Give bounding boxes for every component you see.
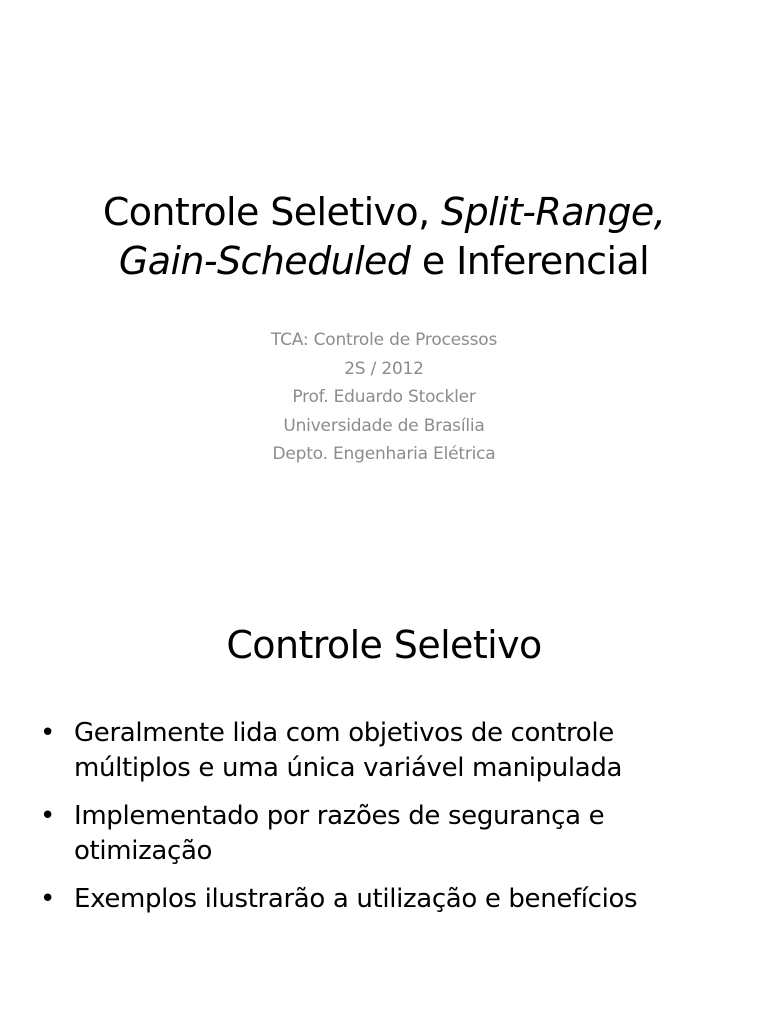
content-slide <box>0 576 768 1024</box>
bullet-text: otimização <box>74 836 213 866</box>
subtitle-line: Depto. Engenharia Elétrica <box>272 444 496 464</box>
bullet-icon: • <box>40 718 55 748</box>
bullet-list <box>36 716 746 930</box>
bullet-icon: • <box>40 801 55 831</box>
section-title: Controle Seletivo <box>226 623 542 667</box>
title-italic-text: Gain-Scheduled <box>118 239 411 283</box>
bullet-text: múltiplos e uma única variável manipulada <box>74 753 623 783</box>
bullet-icon: • <box>40 884 55 914</box>
bullet-text: Geralmente lida com objetivos de controle <box>74 718 614 748</box>
subtitle-line: 2S / 2012 <box>344 358 424 379</box>
bullet-item <box>36 799 746 869</box>
title-text: Controle Seletivo, <box>102 190 442 234</box>
slide-title <box>30 188 738 286</box>
bullet-item <box>36 716 746 786</box>
bullet-text: Exemplos ilustrarão a utilização e benefícios <box>74 884 638 914</box>
subtitle-line: TCA: Controle de Processos <box>270 330 498 350</box>
bullet-text: Implementado por razões de segurança e <box>74 801 605 831</box>
title-line-1 <box>30 188 738 237</box>
subtitle-line: Universidade de Brasília <box>283 415 485 436</box>
bullet-item <box>36 882 746 917</box>
slide-subtitle <box>30 326 738 469</box>
title-text: e Inferencial <box>410 239 650 283</box>
title-line-2 <box>30 237 738 286</box>
subtitle-line: Prof. Eduardo Stockler <box>292 387 476 407</box>
title-italic-text: Split-Range, <box>441 190 666 234</box>
